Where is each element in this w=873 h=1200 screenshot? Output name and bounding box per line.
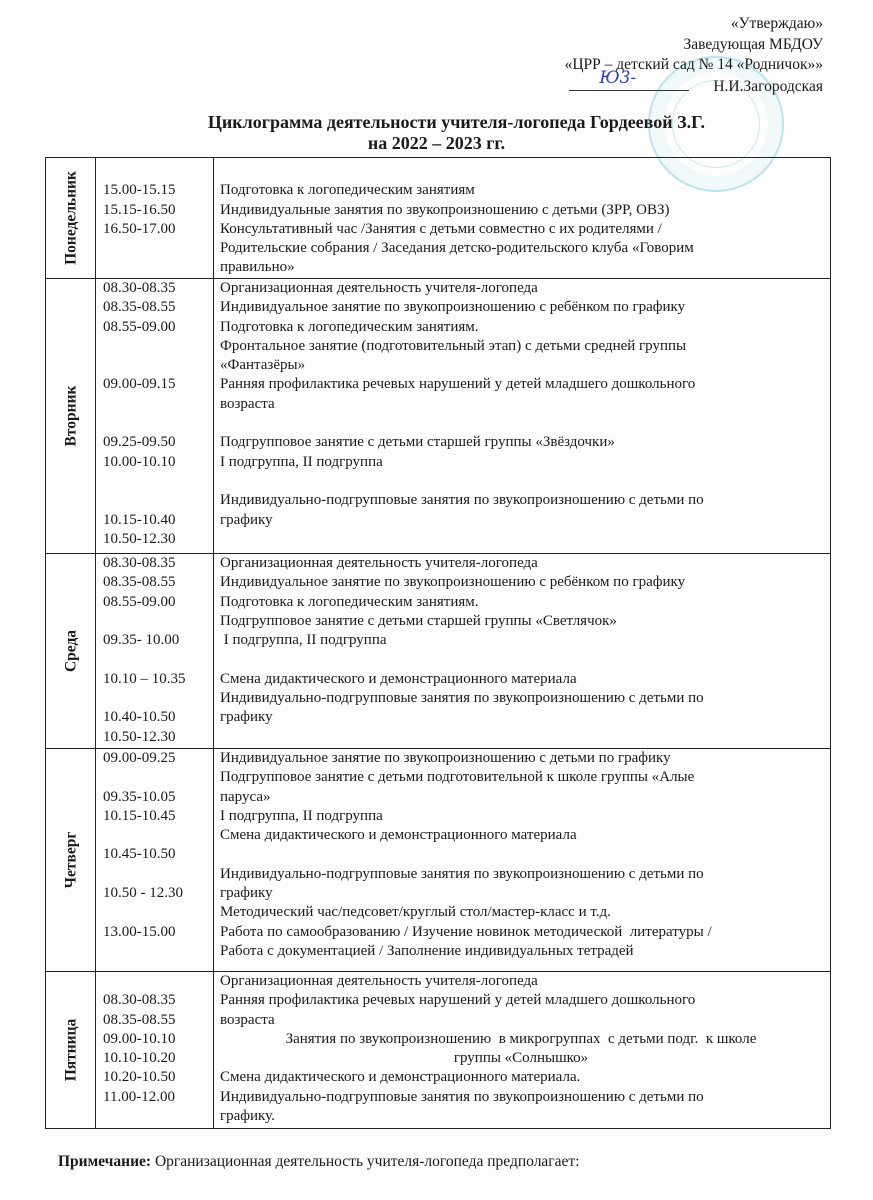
activity-line [220, 530, 822, 549]
day-cell [46, 749, 96, 972]
time-slot: 08.55-09.00 [103, 318, 176, 335]
time-slot: 09.35- 10.00 [103, 632, 180, 649]
time-slot: 08.35-08.55 [103, 1011, 176, 1028]
approval-block [565, 14, 823, 97]
activity-line: Подготовка к логопедическим занятиям [220, 182, 475, 199]
approval-organization: «ЦРР – детский сад № 14 «Родничок»» [564, 56, 823, 73]
activity-line: Подгрупповое занятие с детьми старшей группы «Звёздочки» [220, 434, 615, 451]
time-slot: 15.00-15.15 [103, 182, 176, 199]
time-cell [96, 158, 214, 279]
approval-position: Заведующая МБДОУ [683, 35, 823, 53]
time-slot [103, 491, 213, 510]
time-slot: 08.55-09.00 [103, 593, 176, 610]
activity-line: Консультативный час /Занятия с детьми совместно с их родителями / [220, 220, 662, 237]
activity-line: паруса» [220, 788, 271, 805]
schedule-table [45, 157, 831, 1129]
activity-line: графику [220, 709, 273, 726]
day-cell [46, 279, 96, 554]
time-slot: 08.30-08.35 [103, 992, 176, 1009]
time-slot: 08.35-08.55 [103, 299, 176, 316]
time-slot [103, 972, 213, 991]
approval-signature-row [565, 67, 823, 98]
activity-line: Организационная деятельность учителя-логопеда [220, 280, 538, 296]
page-title [0, 112, 873, 154]
activity-line: графику [220, 885, 273, 902]
time-cell [96, 972, 214, 1129]
activity-line: группы «Солнышко» [453, 1050, 589, 1067]
time-slot: 13.00-15.00 [103, 923, 176, 940]
activity-line: I подгруппа, II подгруппа [220, 632, 387, 649]
time-slot: 08.30-08.35 [103, 555, 176, 571]
activity-line [220, 414, 822, 433]
activity-line: графику. [220, 1108, 275, 1125]
time-cell [96, 279, 214, 554]
time-slot: 09.00-09.15 [103, 376, 176, 393]
time-slot [103, 903, 213, 922]
time-slot: 10.40-10.50 [103, 709, 176, 726]
note [58, 1153, 580, 1171]
activity-line: Индивидуальные занятия по звукопроизношению с детьми (ЗРР, ОВЗ) [220, 201, 670, 218]
table-row-tuesday [46, 279, 831, 554]
time-slot: 16.50-17.00 [103, 220, 176, 237]
time-slot: 10.10-10.20 [103, 1050, 176, 1067]
activity-line [220, 650, 822, 669]
signature-line [569, 67, 689, 91]
time-slot [103, 414, 213, 433]
time-slot [103, 337, 213, 356]
activity-line: возраста [220, 395, 275, 412]
time-cell [96, 749, 214, 972]
time-slot: 10.50-12.30 [103, 530, 176, 547]
activity-line: Организационная деятельность учителя-логопеда [220, 973, 538, 989]
time-slot [103, 162, 213, 181]
activity-line: Ранняя профилактика речевых нарушений у детей младшего дошкольного [220, 992, 696, 1009]
activity-line: Индивидуальное занятие по звукопроизношению с детьми по графику [220, 750, 671, 766]
day-cell [46, 158, 96, 279]
table-row-monday [46, 158, 831, 279]
activity-line [220, 728, 822, 747]
time-slot: 10.50 - 12.30 [103, 885, 183, 902]
activity-line: Работа с документацией / Заполнение индивидуальных тетрадей [220, 942, 634, 959]
title-line-2: на 2022 – 2023 гг. [367, 133, 506, 153]
activity-line: Индивидуальное занятие по звукопроизношению с ребёнком по графику [220, 299, 686, 316]
activity-cell [214, 279, 831, 554]
activity-line: Смена дидактического и демонстрационного материала. [220, 1069, 581, 1086]
day-cell [46, 554, 96, 749]
time-slot: 10.15-10.40 [103, 511, 176, 528]
day-label: Вторник [61, 385, 79, 447]
activity-line: правильно» [220, 259, 295, 276]
time-slot: 10.45-10.50 [103, 846, 176, 863]
time-slot [103, 689, 213, 708]
activity-line: Организационная деятельность учителя-логопеда [220, 555, 538, 571]
activity-line [220, 472, 822, 491]
activity-line: Индивидуально-подгрупповые занятия по звукопроизношению с детьми по [220, 865, 704, 882]
activity-line: Смена дидактического и демонстрационного материала [220, 827, 577, 844]
time-slot: 09.00-10.10 [103, 1030, 176, 1047]
time-slot [103, 1107, 213, 1126]
time-slot: 09.00-09.25 [103, 750, 176, 766]
activity-line: Индивидуально-подгрупповые занятия по звукопроизношению с детьми по [220, 492, 704, 509]
time-slot [103, 356, 213, 375]
activity-line: Подготовка к логопедическим занятиям. [220, 593, 479, 610]
day-cell [46, 972, 96, 1129]
activity-line: Работа по самообразованию / Изучение новинок методической литературы / [220, 923, 712, 940]
day-label: Четверг [61, 831, 79, 889]
table-row-wednesday [46, 554, 831, 749]
activity-line: I подгруппа, II подгруппа [220, 807, 383, 824]
activity-line: Подгрупповое занятие с детьми подготовительной к школе группы «Алые [220, 769, 695, 786]
time-slot: 09.25-09.50 [103, 434, 176, 451]
activity-line [220, 162, 822, 181]
activity-line: Индивидуально-подгрупповые занятия по звукопроизношению с детьми по [220, 1088, 704, 1105]
activity-cell [214, 158, 831, 279]
time-slot [103, 865, 213, 884]
day-label: Среда [61, 629, 79, 673]
activity-line: Индивидуальное занятие по звукопроизношению с ребёнком по графику [220, 574, 686, 591]
activity-line: графику [220, 511, 273, 528]
time-slot [103, 768, 213, 787]
time-slot: 10.10 – 10.35 [103, 670, 186, 687]
activity-line: Смена дидактического и демонстрационного материала [220, 670, 577, 687]
activity-line: Подгрупповое занятие с детьми старшей группы «Светлячок» [220, 612, 617, 629]
time-slot: 10.20-10.50 [103, 1069, 176, 1086]
note-text: Организационная деятельность учителя-логопеда предполагает: [151, 1153, 580, 1170]
table-row-thursday [46, 749, 831, 972]
time-slot [103, 395, 213, 414]
time-slot [103, 942, 213, 961]
activity-line: «Фантазёры» [220, 357, 306, 374]
note-label: Примечание: [58, 1153, 152, 1170]
time-slot: 10.15-10.45 [103, 807, 176, 824]
table-row-friday [46, 972, 831, 1129]
time-slot: 09.35-10.05 [103, 788, 176, 805]
time-slot: 11.00-12.00 [103, 1088, 175, 1105]
activity-cell [214, 749, 831, 972]
time-slot: 10.00-10.10 [103, 453, 176, 470]
time-slot [103, 650, 213, 669]
time-slot: 15.15-16.50 [103, 201, 176, 218]
time-slot: 08.30-08.35 [103, 280, 176, 296]
day-label: Понедельник [61, 171, 79, 265]
activity-line: Фронтальное занятие (подготовительный этап) с детьми средней группы [220, 337, 687, 354]
activity-line: возраста [220, 1011, 275, 1028]
day-label: Пятница [61, 1018, 79, 1082]
time-slot [103, 612, 213, 631]
activity-line: Методический час/педсовет/круглый стол/мастер-класс и т.д. [220, 904, 611, 921]
time-slot: 08.35-08.55 [103, 574, 176, 591]
signature-scribble: Ю3- [599, 67, 637, 88]
approval-heading: «Утверждаю» [730, 15, 823, 32]
activity-cell [214, 554, 831, 749]
activity-line: Ранняя профилактика речевых нарушений у детей младшего дошкольного [220, 376, 696, 393]
activity-line [220, 845, 822, 864]
activity-line: I подгруппа, II подгруппа [220, 453, 383, 470]
approval-signer: Н.И.Загородская [713, 77, 823, 95]
activity-line: Индивидуально-подгрупповые занятия по звукопроизношению с детьми по [220, 690, 704, 707]
time-slot [103, 472, 213, 491]
activity-cell [214, 972, 831, 1129]
time-slot [103, 826, 213, 845]
time-cell [96, 554, 214, 749]
activity-line: Подготовка к логопедическим занятиям. [220, 318, 479, 335]
title-line-1: Циклограмма деятельности учителя-логопеда Гордеевой З.Г. [207, 112, 706, 132]
activity-line: Занятия по звукопроизношению в микрогруппах с детьми подг. к школе [285, 1030, 757, 1047]
activity-line: Родительские собрания / Заседания детско-родительского клуба «Говорим [220, 240, 694, 257]
time-slot: 10.50-12.30 [103, 728, 176, 745]
